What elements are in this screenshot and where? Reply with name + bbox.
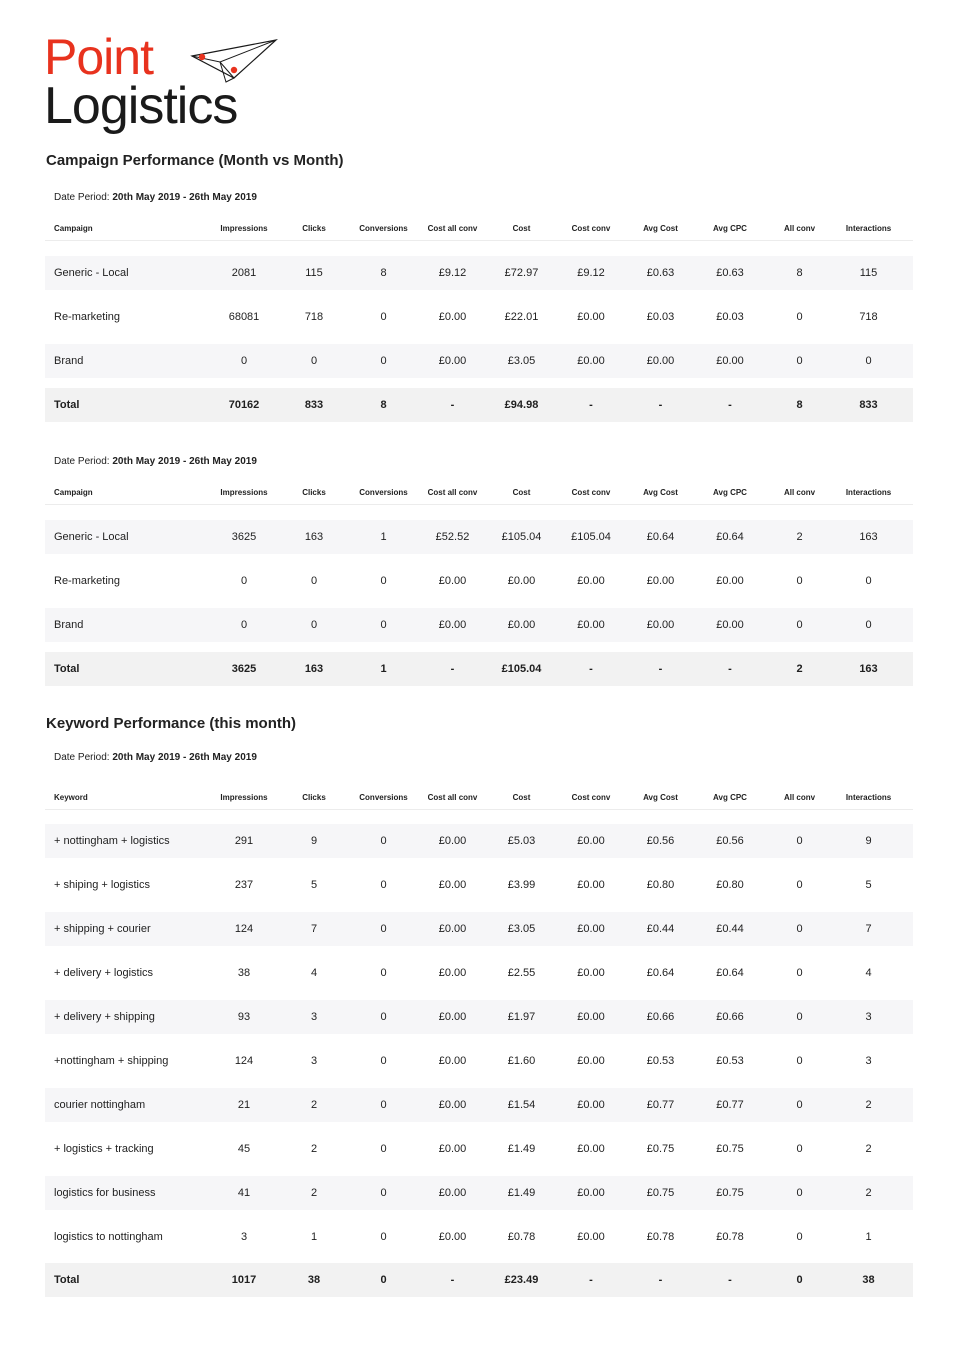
table-cell: £0.03 <box>646 311 675 323</box>
table-cell: £0.00 <box>577 1099 605 1111</box>
table-cell: 70162 <box>228 399 260 411</box>
column-header: Cost conv <box>571 223 611 233</box>
column-header: Interactions <box>845 792 892 802</box>
table-cell: £0.00 <box>438 967 467 979</box>
table-cell: £3.05 <box>507 923 536 935</box>
table-cell: £0.66 <box>646 1011 675 1023</box>
table-row <box>45 564 913 598</box>
table-cell: 21 <box>237 1099 251 1111</box>
table-cell: £0.00 <box>646 619 675 631</box>
table-cell: 4 <box>310 967 318 979</box>
table-cell: 1 <box>310 1231 318 1243</box>
table-cell: 163 <box>859 663 878 675</box>
table-cell: £0.75 <box>716 1143 744 1155</box>
table-cell: £0.77 <box>646 1099 675 1111</box>
column-header: Interactions <box>845 223 892 233</box>
table-cell: £0.00 <box>577 575 605 587</box>
table-cell: 163 <box>859 531 878 543</box>
table-cell: £72.97 <box>504 267 539 279</box>
table-cell: £0.00 <box>438 1187 467 1199</box>
table-cell: 115 <box>859 267 878 279</box>
table-cell: - <box>450 1274 455 1286</box>
table-cell: £9.12 <box>438 267 467 279</box>
table-cell: - <box>728 663 732 675</box>
table-cell: £0.00 <box>716 575 744 587</box>
table-cell: - <box>589 663 593 675</box>
table-cell: - <box>450 663 455 675</box>
table-cell: £52.52 <box>435 531 470 543</box>
table-cell: 0 <box>796 1011 803 1023</box>
table-cell: 0 <box>380 1055 387 1067</box>
table-cell: 124 <box>234 1055 254 1067</box>
table-header <box>45 480 913 505</box>
table-cell: £0.75 <box>716 1187 744 1199</box>
table-header <box>45 216 913 241</box>
table-cell: £0.00 <box>577 355 605 367</box>
table-cell: 0 <box>380 1099 387 1111</box>
table-cell: £0.75 <box>646 1143 675 1155</box>
table-cell: 93 <box>237 1011 251 1023</box>
table-cell: £0.00 <box>438 1143 467 1155</box>
table-cell: Total <box>54 1274 80 1286</box>
table-cell: 163 <box>304 663 324 675</box>
table-cell: - <box>658 663 663 675</box>
table-cell: 41 <box>237 1187 251 1199</box>
table-cell: 0 <box>796 1187 803 1199</box>
table-cell: 7 <box>310 923 318 935</box>
table-cell: Brand <box>54 355 84 367</box>
table-cell: £0.63 <box>646 267 675 279</box>
table-cell: 291 <box>234 835 254 847</box>
table-cell: £105.04 <box>501 663 542 675</box>
table-row <box>45 1220 913 1254</box>
table-cell: 3 <box>865 1011 872 1023</box>
table-cell: + shipping + courier <box>54 923 151 935</box>
table-row <box>45 300 913 334</box>
table-cell: Total <box>54 663 80 675</box>
column-header: Keyword <box>54 792 88 802</box>
table-cell: 0 <box>796 1274 803 1286</box>
table-cell: - <box>658 1274 663 1286</box>
column-header: Impressions <box>220 487 268 497</box>
table-cell: 0 <box>310 619 318 631</box>
table-cell: £0.03 <box>716 311 744 323</box>
column-header: Cost all conv <box>427 487 478 497</box>
total-row <box>45 652 913 686</box>
table-cell: 8 <box>380 399 387 411</box>
column-header: Avg CPC <box>713 487 747 497</box>
total-row <box>45 388 913 422</box>
column-header: Impressions <box>220 792 268 802</box>
table-cell: 0 <box>310 575 318 587</box>
table-cell: £0.44 <box>646 923 675 935</box>
table-cell: £2.55 <box>507 967 536 979</box>
table-cell: 9 <box>865 835 872 847</box>
table-cell: 0 <box>380 879 387 891</box>
table-cell: £0.56 <box>646 835 675 847</box>
column-header: Cost <box>512 223 531 233</box>
table-row <box>45 344 913 378</box>
table-cell: £23.49 <box>504 1274 539 1286</box>
table-cell: 2 <box>865 1143 872 1155</box>
table-cell: £0.00 <box>438 1231 467 1243</box>
table-row <box>45 868 913 902</box>
table-cell: £0.64 <box>646 967 675 979</box>
table-cell: 0 <box>310 355 318 367</box>
column-header: Avg CPC <box>713 792 747 802</box>
table-cell: £0.00 <box>577 311 605 323</box>
table-cell: 0 <box>240 575 248 587</box>
date-period <box>54 456 257 467</box>
table-cell: 2 <box>796 663 803 675</box>
table-cell: 0 <box>796 879 803 891</box>
table-header <box>45 785 913 810</box>
table-cell: Generic - Local <box>54 267 129 279</box>
table-cell: 0 <box>240 355 248 367</box>
table-cell: 115 <box>305 267 323 279</box>
table-cell: 0 <box>796 923 803 935</box>
table-row <box>45 1176 913 1210</box>
table-cell: - <box>728 399 732 411</box>
column-header: All conv <box>783 223 816 233</box>
table-cell: £105.04 <box>501 531 542 543</box>
table-cell: £0.80 <box>716 879 744 891</box>
table-cell: £1.49 <box>507 1143 536 1155</box>
column-header: Conversions <box>359 487 408 497</box>
column-header: Cost <box>512 487 531 497</box>
table-cell: £0.53 <box>716 1055 744 1067</box>
table-cell: logistics for business <box>54 1187 156 1199</box>
table-cell: £105.04 <box>571 531 611 543</box>
table-cell: £0.00 <box>716 619 744 631</box>
table-cell: 3625 <box>231 663 257 675</box>
table-cell: 0 <box>380 311 387 323</box>
table-cell: £0.00 <box>716 355 744 367</box>
table-cell: - <box>658 399 663 411</box>
column-header: All conv <box>783 487 816 497</box>
table-cell: 3 <box>240 1231 248 1243</box>
table-cell: 68081 <box>228 311 260 323</box>
table-cell: £0.00 <box>577 1231 605 1243</box>
table-cell: 0 <box>796 619 803 631</box>
table-row <box>45 256 913 290</box>
table-cell: 3 <box>310 1011 318 1023</box>
table-row <box>45 956 913 990</box>
keyword-section-title: Keyword Performance (this month) <box>46 715 297 732</box>
date-period-value: 20th May 2019 - 26th May 2019 <box>112 456 257 467</box>
table-cell: 2081 <box>231 267 257 279</box>
table-cell: 0 <box>380 1011 387 1023</box>
table-cell: 1 <box>380 663 387 675</box>
date-period-label: Date Period: <box>54 752 110 763</box>
table-cell: 2 <box>865 1187 872 1199</box>
table-cell: £0.00 <box>438 1011 467 1023</box>
table-cell: Brand <box>54 619 84 631</box>
table-cell: £0.64 <box>716 967 744 979</box>
table-cell: 833 <box>304 399 324 411</box>
table-cell: 0 <box>796 1055 803 1067</box>
table-cell: £0.63 <box>716 267 744 279</box>
table-cell: £0.00 <box>438 619 467 631</box>
table-cell: £1.54 <box>507 1099 536 1111</box>
table-cell: 0 <box>865 355 872 367</box>
table-cell: £0.78 <box>716 1231 744 1243</box>
date-period <box>54 192 257 203</box>
table-cell: 2 <box>796 531 803 543</box>
table-cell: £0.00 <box>438 355 467 367</box>
column-header: Cost all conv <box>427 792 478 802</box>
table-row <box>45 1132 913 1166</box>
table-cell: 0 <box>380 923 387 935</box>
table-cell: £0.00 <box>438 923 467 935</box>
table-cell: £0.00 <box>507 619 536 631</box>
table-cell: £0.00 <box>577 967 605 979</box>
table-cell: 1 <box>380 531 387 543</box>
table-cell: + nottingham + logistics <box>54 835 170 847</box>
table-cell: £0.00 <box>438 835 467 847</box>
table-cell: £0.00 <box>577 619 605 631</box>
table-cell: 124 <box>234 923 254 935</box>
table-cell: 2 <box>310 1187 318 1199</box>
table-cell: 0 <box>865 575 872 587</box>
table-cell: - <box>589 399 593 411</box>
table-cell: 0 <box>380 967 387 979</box>
table-cell: 38 <box>862 1274 875 1286</box>
table-cell: 8 <box>796 267 803 279</box>
table-row <box>45 608 913 642</box>
table-cell: £0.00 <box>577 923 605 935</box>
table-cell: 0 <box>380 1187 387 1199</box>
table-cell: £3.05 <box>507 355 536 367</box>
table-cell: courier nottingham <box>54 1099 146 1111</box>
table-cell: £0.00 <box>577 1143 605 1155</box>
table-cell: 2 <box>865 1099 872 1111</box>
table-cell: 0 <box>796 311 803 323</box>
table-cell: - <box>589 1274 593 1286</box>
logo-text-point: Point <box>44 29 153 85</box>
table-cell: £0.00 <box>438 879 467 891</box>
column-header: Campaign <box>54 223 93 233</box>
table-row <box>45 1088 913 1122</box>
column-header: Cost conv <box>571 792 611 802</box>
table-cell: 0 <box>796 835 803 847</box>
column-header: Cost <box>512 792 531 802</box>
table-cell: 45 <box>237 1143 251 1155</box>
table-cell: 3 <box>310 1055 318 1067</box>
table-cell: 2 <box>310 1143 318 1155</box>
table-cell: £0.00 <box>646 575 675 587</box>
table-cell: 2 <box>310 1099 318 1111</box>
table-cell: logistics to nottingham <box>54 1231 163 1243</box>
table-cell: £5.03 <box>507 835 536 847</box>
date-period-value: 20th May 2019 - 26th May 2019 <box>112 192 257 203</box>
table-cell: 0 <box>380 1274 387 1286</box>
table-cell: £0.66 <box>716 1011 744 1023</box>
column-header: Conversions <box>359 792 408 802</box>
table-cell: £1.60 <box>507 1055 536 1067</box>
table-cell: 38 <box>307 1274 321 1286</box>
table-cell: 3625 <box>231 531 257 543</box>
table-cell: Re-marketing <box>54 311 121 323</box>
table-cell: £0.00 <box>438 575 467 587</box>
table-cell: 0 <box>380 1231 387 1243</box>
table-cell: 5 <box>865 879 872 891</box>
table-cell: 4 <box>865 967 872 979</box>
logo-text-logistics: Logistics <box>44 77 238 135</box>
table-cell: 0 <box>380 619 387 631</box>
column-header: Clicks <box>302 487 326 497</box>
table-row <box>45 912 913 946</box>
table-cell: £0.80 <box>646 879 675 891</box>
table-cell: +nottingham + shipping <box>54 1055 169 1067</box>
table-cell: 0 <box>796 1099 803 1111</box>
table-cell: Re-marketing <box>54 575 121 587</box>
table-cell: - <box>450 399 455 411</box>
table-row <box>45 520 913 554</box>
table-cell: 237 <box>234 879 254 891</box>
table-row <box>45 824 913 858</box>
table-cell: 5 <box>310 879 318 891</box>
table-cell: 38 <box>237 967 251 979</box>
table-cell: + logistics + tracking <box>54 1143 154 1155</box>
column-header: Avg Cost <box>643 792 678 802</box>
table-cell: £22.01 <box>504 311 539 323</box>
table-cell: 7 <box>865 923 872 935</box>
table-cell: £0.75 <box>646 1187 675 1199</box>
table-cell: 0 <box>380 355 387 367</box>
column-header: Conversions <box>359 223 408 233</box>
table-cell: 1017 <box>231 1274 257 1286</box>
table-cell: £9.12 <box>577 267 605 279</box>
table-cell: - <box>728 1274 732 1286</box>
column-header: Avg Cost <box>643 487 678 497</box>
table-cell: £0.00 <box>577 879 605 891</box>
table-row <box>45 1000 913 1034</box>
table-cell: £0.64 <box>716 531 744 543</box>
column-header: Avg CPC <box>713 223 747 233</box>
table-cell: Generic - Local <box>54 531 129 543</box>
table-cell: 0 <box>240 619 248 631</box>
table-cell: £0.77 <box>716 1099 744 1111</box>
table-cell: 8 <box>380 267 387 279</box>
date-period-label: Date Period: <box>54 192 110 203</box>
table-cell: £0.78 <box>646 1231 675 1243</box>
table-row <box>45 1044 913 1078</box>
column-header: Campaign <box>54 487 93 497</box>
table-cell: 0 <box>380 1143 387 1155</box>
date-period-label: Date Period: <box>54 456 110 467</box>
table-cell: Total <box>54 399 80 411</box>
table-cell: £94.98 <box>504 399 539 411</box>
campaign-section-title: Campaign Performance (Month vs Month) <box>46 152 344 169</box>
table-cell: £0.00 <box>577 1187 605 1199</box>
table-cell: 0 <box>380 835 387 847</box>
table-cell: £0.00 <box>577 1055 605 1067</box>
table-cell: £0.53 <box>646 1055 675 1067</box>
table-cell: £3.99 <box>507 879 536 891</box>
paper-plane-icon <box>190 38 278 88</box>
table-cell: 718 <box>859 311 878 323</box>
total-row <box>45 1263 913 1297</box>
table-cell: 0 <box>796 575 803 587</box>
table-cell: £0.00 <box>438 1099 467 1111</box>
column-header: Impressions <box>220 223 268 233</box>
table-cell: £0.00 <box>577 835 605 847</box>
table-cell: 0 <box>865 619 872 631</box>
table-cell: 8 <box>796 399 803 411</box>
table-cell: £0.64 <box>646 531 675 543</box>
table-cell: 0 <box>796 1143 803 1155</box>
column-header: Avg Cost <box>643 223 678 233</box>
table-cell: £0.00 <box>646 355 675 367</box>
table-cell: £1.97 <box>507 1011 536 1023</box>
table-cell: 0 <box>380 575 387 587</box>
table-cell: 1 <box>865 1231 872 1243</box>
column-header: Clicks <box>302 792 326 802</box>
table-cell: + shiping + logistics <box>54 879 150 891</box>
table-cell: £1.49 <box>507 1187 536 1199</box>
table-cell: + delivery + shipping <box>54 1011 155 1023</box>
table-cell: 718 <box>304 311 324 323</box>
table-cell: £0.00 <box>507 575 536 587</box>
table-cell: + delivery + logistics <box>54 967 154 979</box>
column-header: Interactions <box>845 487 892 497</box>
table-cell: 0 <box>796 967 803 979</box>
table-cell: £0.44 <box>716 923 744 935</box>
date-period <box>54 752 257 763</box>
table-cell: £0.00 <box>438 311 467 323</box>
column-header: Cost all conv <box>427 223 478 233</box>
table-cell: 9 <box>310 835 318 847</box>
company-logo <box>44 30 284 134</box>
column-header: All conv <box>783 792 816 802</box>
table-cell: £0.78 <box>507 1231 536 1243</box>
column-header: Clicks <box>302 223 326 233</box>
table-cell: £0.00 <box>577 1011 605 1023</box>
table-cell: 163 <box>304 531 324 543</box>
table-cell: 3 <box>865 1055 872 1067</box>
column-header: Cost conv <box>571 487 611 497</box>
table-cell: 833 <box>859 399 878 411</box>
table-cell: 0 <box>796 1231 803 1243</box>
table-cell: £0.56 <box>716 835 744 847</box>
table-cell: £0.00 <box>438 1055 467 1067</box>
table-cell: 0 <box>796 355 803 367</box>
date-period-value: 20th May 2019 - 26th May 2019 <box>112 752 257 763</box>
